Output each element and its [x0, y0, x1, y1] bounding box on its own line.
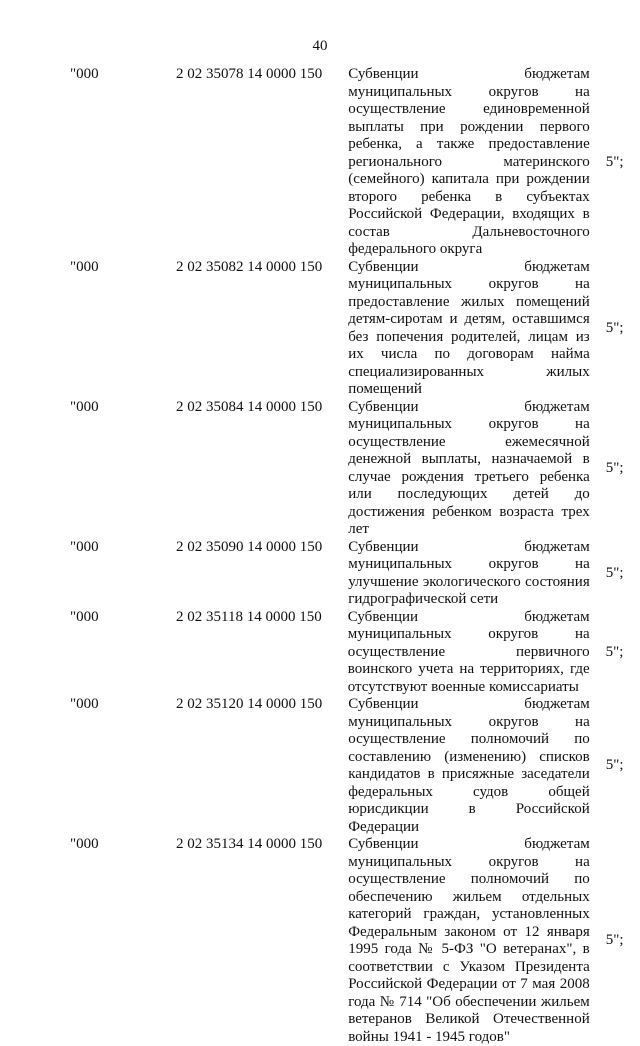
table-row [0, 696, 640, 836]
row-code: 2 02 35078 14 0000 150 [175, 66, 323, 82]
table-row [0, 399, 640, 539]
row-description: Субвенции бюджетам муниципальных округов на осуществление полномочий по обеспечению жильем отдельных категорий граждан, установленных Федеральным законом от 12 января 1995 года № 5-ФЗ "О ветеранах", в соответствии с Указом Президента Российской Федерации от 7 мая 2008 года № 714 "Об обеспечении жильем ветеранов Великой Отечественной войны 1941 - 1945 годов" [348, 836, 590, 1045]
row-prefix: "000 [70, 538, 99, 555]
row-prefix: "000 [70, 258, 99, 275]
row-description: Субвенции бюджетам муниципальных округов на осуществление полномочий по составлению (изменению) списков кандидатов в присяжные заседатели федеральных судов общей юрисдикции в Российской Федерации [348, 696, 590, 835]
row-prefix: "000 [70, 696, 99, 712]
row-description: Субвенции бюджетам муниципальных округов на улучшение экологического состояния гидрографической сети [348, 538, 590, 607]
budget-code-table [0, 66, 640, 1046]
row-prefix: "000 [70, 608, 99, 625]
table-row [0, 609, 640, 697]
row-value: 5"; [605, 757, 624, 774]
row-description: Субвенции бюджетам муниципальных округов на осуществление единовременной выплаты при рождении первого ребенка, а также предоставление регионального материнского (семейного) капитала при рождении второго ребенка в субъектах Российской Федерации, входящих в состав Дальневосточного федерального округа [348, 66, 590, 257]
table-row [0, 539, 640, 609]
row-code: 2 02 35084 14 0000 150 [175, 398, 323, 415]
row-prefix: "000 [70, 398, 99, 415]
table-row [0, 259, 640, 399]
row-code: 2 02 35134 14 0000 150 [175, 836, 323, 852]
row-code: 2 02 35120 14 0000 150 [175, 696, 323, 712]
row-code: 2 02 35090 14 0000 150 [175, 538, 323, 555]
table-row [0, 66, 640, 259]
row-value: 5"; [605, 319, 624, 336]
row-description: Субвенции бюджетам муниципальных округов на предоставление жилых помещений детям-сиротам и детям, оставшимся без попечения родителей, лицам из их числа по договорам найма специализированных жилых помещений [348, 258, 590, 397]
table-row [0, 836, 640, 1046]
row-description: Субвенции бюджетам муниципальных округов на осуществление ежемесячной денежной выплаты, назначаемой в случае рождения третьего ребенка или последующих детей до достижения ребенком возраста трех лет [348, 398, 590, 537]
row-value: 5"; [605, 153, 624, 170]
row-code: 2 02 35118 14 0000 150 [176, 608, 322, 625]
row-value: 5"; [605, 564, 624, 581]
row-value: 5"; [605, 643, 624, 660]
row-prefix: "000 [70, 66, 99, 82]
row-value: 5"; [605, 459, 624, 476]
row-prefix: "000 [70, 836, 99, 852]
row-description: Субвенции бюджетам муниципальных округов на осуществление первичного воинского учета на территориях, где отсутствуют военные комиссариаты [347, 608, 590, 695]
row-code: 2 02 35082 14 0000 150 [175, 258, 323, 275]
row-value: 5"; [605, 932, 624, 949]
page-number: 40 [312, 38, 328, 54]
